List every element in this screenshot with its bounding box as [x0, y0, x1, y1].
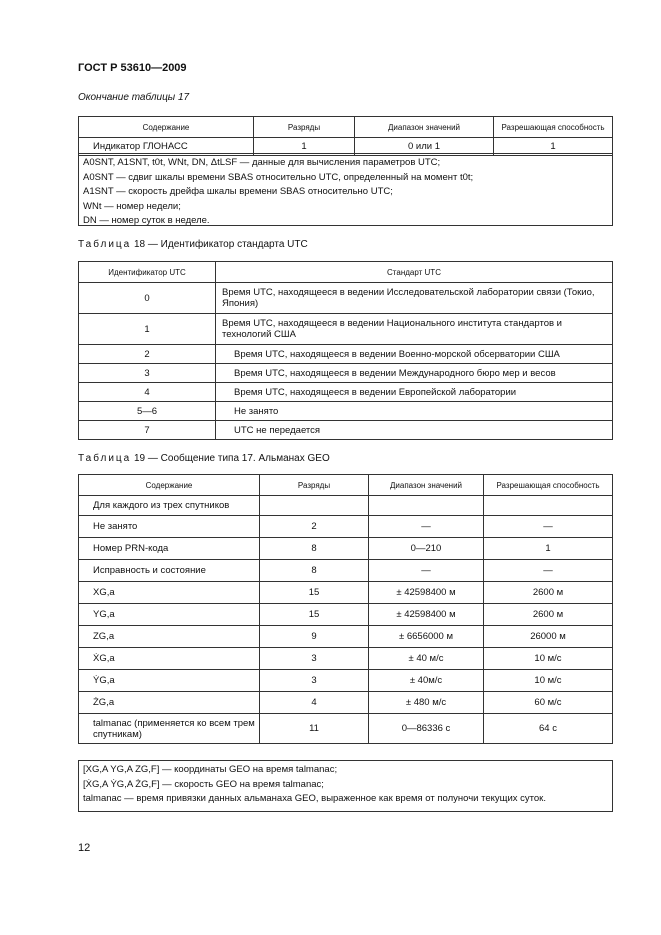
t17-note: A0SNT — сдвиг шкалы времени SBAS относительно UTC, определенный на момент t0t; [83, 171, 474, 183]
table-17 [78, 116, 613, 156]
t19-cell: 2 [260, 516, 369, 538]
t18-cell: Время UTC, находящееся в ведении Международного бюро мер и весов [216, 364, 613, 383]
t19-cell: 8 [260, 538, 369, 560]
t19-caption-prefix: Таблица [78, 453, 132, 464]
t19-note: [XG,A YG,A ZG,F] — координаты GEO на время talmanac; [83, 764, 338, 775]
t19-cell: Номер PRN-кода [79, 538, 260, 560]
t17-cell: Индикатор ГЛОНАСС [79, 138, 254, 156]
t19-cell: 10 м/с [484, 648, 613, 670]
t19-cell [260, 496, 369, 516]
t19-cell: 60 м/с [484, 692, 613, 714]
t19-cell: 2600 м [484, 582, 613, 604]
t18-cell: UTC не передается [216, 421, 613, 440]
t18-cell: Не занято [216, 402, 613, 421]
table18-caption [78, 239, 308, 250]
t18-cell: Время UTC, находящееся в ведении Европейской лаборатории [216, 383, 613, 402]
t19-cell: 4 [260, 692, 369, 714]
t19-cell [369, 496, 484, 516]
t19-caption-text: 19 — Сообщение типа 17. Альманах GEO [134, 453, 330, 464]
t19-cell: — [484, 516, 613, 538]
t18-cell: Время UTC, находящееся в ведении Исследовательской лаборатории связи (Токио, Япония) [216, 283, 613, 314]
t18-cell: 5—6 [79, 402, 216, 421]
t19-cell: 26000 м [484, 626, 613, 648]
t17-note: WNt — номер недели; [83, 200, 181, 212]
table-19 [78, 474, 613, 744]
t17-cell: 1 [494, 138, 613, 156]
t19-cell: ŻG,a [79, 692, 260, 714]
t19-cell: ± 40 м/с [369, 648, 484, 670]
t19-cell: — [484, 560, 613, 582]
t19-note: [ẊG,A ẎG,A ŻG,F] — скорость GEO на время talmanac; [83, 778, 324, 790]
t18-caption-text: 18 — Идентификатор стандарта UTC [134, 239, 308, 250]
table19-caption [78, 453, 330, 464]
t19-cell: Исправность и состояние [79, 560, 260, 582]
t19-cell: 64 с [484, 714, 613, 744]
t19-cell: — [369, 516, 484, 538]
t18-cell: 7 [79, 421, 216, 440]
t18-caption-prefix: Таблица [78, 239, 132, 250]
t19-cell: Для каждого из трех спутников [79, 496, 260, 516]
t19-cell: Не занято [79, 516, 260, 538]
t19-cell: 3 [260, 648, 369, 670]
t18-cell: 3 [79, 364, 216, 383]
t19-cell: 8 [260, 560, 369, 582]
t19-cell: ± 42598400 м [369, 582, 484, 604]
t19-cell: 0—210 [369, 538, 484, 560]
table19-notes [78, 760, 613, 812]
table-18 [78, 261, 613, 440]
t19-cell: ± 6656000 м [369, 626, 484, 648]
t19-cell: ± 42598400 м [369, 604, 484, 626]
t17-cell: 1 [254, 138, 355, 156]
table17-continuation: Окончание таблицы 17 [78, 92, 190, 103]
t19-cell: 0—86336 с [369, 714, 484, 744]
page-number: 12 [78, 842, 91, 854]
t19-cell: — [369, 560, 484, 582]
t19-cell [484, 496, 613, 516]
t19-col-range: Диапазон значений [369, 475, 484, 496]
t19-col-resolution: Разрешающая способность [484, 475, 613, 496]
document-header: ГОСТ Р 53610—2009 [78, 62, 187, 74]
t17-note: DN — номер суток в неделе. [83, 215, 210, 226]
t19-cell: 3 [260, 670, 369, 692]
t19-cell: ± 40м/с [369, 670, 484, 692]
t17-note: A0SNT, A1SNT, t0t, WNt, DN, ΔtLSF — данные для вычисления параметров UTC; [83, 157, 441, 168]
t19-cell: 1 [484, 538, 613, 560]
t19-cell: YG,a [79, 604, 260, 626]
t18-cell: Время UTC, находящееся в ведении Национального института стандартов и технологий США [216, 314, 613, 345]
t17-note: A1SNT — скорость дрейфа шкалы времени SBAS относительно UTC; [83, 186, 393, 197]
t18-cell: Время UTC, находящееся в ведении Военно-морской обсерватории США [216, 345, 613, 364]
t18-cell: 0 [79, 283, 216, 314]
t19-cell: 15 [260, 604, 369, 626]
t17-col-resolution: Разрешающая способность [494, 117, 613, 138]
t19-cell: 10 м/с [484, 670, 613, 692]
t19-cell: ± 480 м/с [369, 692, 484, 714]
t19-cell: 9 [260, 626, 369, 648]
t19-cell: talmanac (применяется ко всем трем спутникам) [79, 714, 260, 744]
t19-note: talmanac — время привязки данных альманаха GEO, выраженное как время от полуночи текущих суток. [83, 793, 546, 804]
t18-col-standard: Стандарт UTC [216, 262, 613, 283]
t19-cell: 11 [260, 714, 369, 744]
t19-col-bits: Разряды [260, 475, 369, 496]
t19-cell: ẊG,a [79, 648, 260, 670]
t19-cell: ZG,a [79, 626, 260, 648]
t18-cell: 4 [79, 383, 216, 402]
t17-col-content: Содержание [79, 117, 254, 138]
t18-col-id: Идентификатор UTC [79, 262, 216, 283]
t18-cell: 2 [79, 345, 216, 364]
t19-cell: XG,a [79, 582, 260, 604]
t18-cell: 1 [79, 314, 216, 345]
t19-cell: 15 [260, 582, 369, 604]
t17-col-bits: Разряды [254, 117, 355, 138]
t19-cell: ẎG,a [79, 670, 260, 692]
t19-col-content: Содержание [79, 475, 260, 496]
t17-col-range: Диапазон значений [355, 117, 494, 138]
t17-cell: 0 или 1 [355, 138, 494, 156]
t19-cell: 2600 м [484, 604, 613, 626]
table17-notes [78, 153, 613, 226]
